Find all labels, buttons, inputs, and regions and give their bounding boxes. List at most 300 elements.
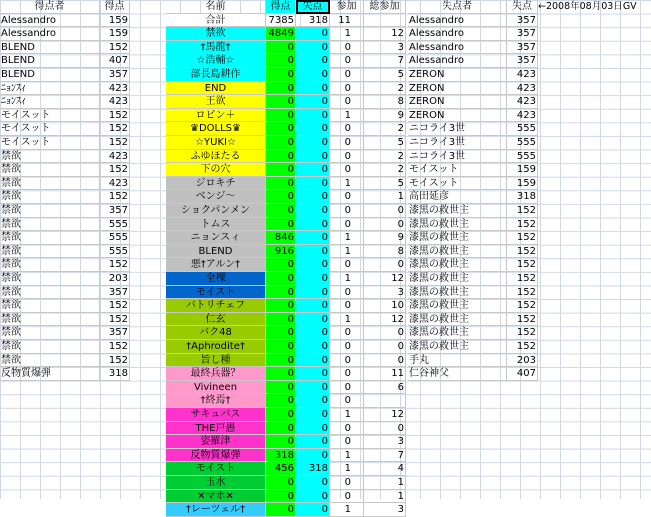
- participation-cell[interactable]: 1: [330, 177, 364, 191]
- score-cell[interactable]: 152: [100, 190, 130, 204]
- conceded-pts-cell[interactable]: 407: [507, 367, 538, 381]
- member-name-cell[interactable]: ニョンスィ: [166, 231, 266, 245]
- conceded-cell[interactable]: 0: [296, 218, 330, 232]
- points-cell[interactable]: 916: [266, 245, 296, 259]
- scorer-cell[interactable]: モイスット: [0, 122, 100, 136]
- conceded-cell[interactable]: 0: [296, 204, 330, 218]
- scorer-cell[interactable]: 反物質爆弾: [0, 367, 100, 381]
- member-name-cell[interactable]: END: [166, 82, 266, 96]
- score-cell[interactable]: 423: [100, 177, 130, 191]
- member-name-cell[interactable]: Vivineen: [166, 381, 266, 395]
- conceder-cell[interactable]: ZERON: [408, 82, 507, 96]
- points-cell[interactable]: 0: [266, 190, 296, 204]
- score-cell[interactable]: 357: [100, 204, 130, 218]
- points-cell[interactable]: 0: [266, 299, 296, 313]
- conceder-cell[interactable]: 漆黒の救世主: [408, 272, 507, 286]
- total-participation-cell[interactable]: 2: [364, 122, 406, 136]
- participation-cell[interactable]: 0: [330, 381, 364, 395]
- member-name-cell[interactable]: 合計: [166, 14, 266, 28]
- total-participation-cell[interactable]: 4: [364, 462, 406, 476]
- participation-cell[interactable]: 0: [330, 68, 364, 82]
- header-conceded-pts[interactable]: 失点: [507, 0, 538, 14]
- points-cell[interactable]: 0: [266, 490, 296, 504]
- total-participation-cell[interactable]: 10: [364, 299, 406, 313]
- participation-cell[interactable]: 0: [330, 286, 364, 300]
- points-cell[interactable]: 0: [266, 136, 296, 150]
- points-cell[interactable]: 0: [266, 95, 296, 109]
- member-name-cell[interactable]: モイスト: [166, 462, 266, 476]
- total-participation-cell[interactable]: 3: [364, 41, 406, 55]
- conceder-cell[interactable]: ニコライ3世: [408, 150, 507, 164]
- points-cell[interactable]: 0: [266, 218, 296, 232]
- conceded-pts-cell[interactable]: 152: [507, 286, 538, 300]
- member-name-cell[interactable]: 悪†アルン†: [166, 258, 266, 272]
- total-participation-cell[interactable]: 5: [364, 68, 406, 82]
- participation-cell[interactable]: 0: [330, 190, 364, 204]
- conceded-cell[interactable]: 0: [296, 408, 330, 422]
- conceder-cell[interactable]: ニコライ3世: [408, 122, 507, 136]
- scorer-cell[interactable]: 禁欲: [0, 218, 100, 232]
- member-name-cell[interactable]: ショクパンメン: [166, 204, 266, 218]
- conceded-pts-cell[interactable]: 357: [507, 41, 538, 55]
- conceder-cell[interactable]: 漆黒の救世主: [408, 204, 507, 218]
- participation-cell[interactable]: 0: [330, 299, 364, 313]
- conceded-cell[interactable]: 0: [296, 150, 330, 164]
- conceder-cell[interactable]: ZERON: [408, 109, 507, 123]
- score-cell[interactable]: 203: [100, 272, 130, 286]
- total-participation-cell[interactable]: 5: [364, 136, 406, 150]
- member-name-cell[interactable]: 全裸: [166, 272, 266, 286]
- participation-cell[interactable]: 1: [330, 272, 364, 286]
- points-cell[interactable]: 0: [266, 150, 296, 164]
- total-participation-cell[interactable]: 12: [364, 272, 406, 286]
- score-cell[interactable]: 152: [100, 340, 130, 354]
- score-cell[interactable]: 423: [100, 150, 130, 164]
- conceder-cell[interactable]: 漆黒の救世主: [408, 231, 507, 245]
- conceded-pts-cell[interactable]: 152: [507, 299, 538, 313]
- total-participation-cell[interactable]: 0: [364, 326, 406, 340]
- participation-cell[interactable]: 1: [330, 109, 364, 123]
- conceded-pts-cell[interactable]: 159: [507, 177, 538, 191]
- total-participation-cell[interactable]: 2: [364, 163, 406, 177]
- conceded-cell[interactable]: 0: [296, 82, 330, 96]
- points-cell[interactable]: 0: [266, 109, 296, 123]
- header-points[interactable]: 得点: [266, 0, 296, 14]
- header-total-participation[interactable]: 総参加: [364, 0, 406, 14]
- score-cell[interactable]: 152: [100, 299, 130, 313]
- participation-cell[interactable]: 0: [330, 435, 364, 449]
- score-cell[interactable]: 152: [100, 354, 130, 368]
- conceder-cell[interactable]: 漆黒の救世主: [408, 299, 507, 313]
- total-participation-cell[interactable]: 0: [364, 354, 406, 368]
- total-participation-cell[interactable]: 0: [364, 204, 406, 218]
- scorer-cell[interactable]: 禁欲: [0, 190, 100, 204]
- participation-cell[interactable]: 0: [330, 218, 364, 232]
- points-cell[interactable]: 0: [266, 82, 296, 96]
- member-name-cell[interactable]: 旨し種: [166, 354, 266, 368]
- participation-cell[interactable]: 0: [330, 54, 364, 68]
- total-participation-cell[interactable]: 6: [364, 381, 406, 395]
- conceded-pts-cell[interactable]: 423: [507, 109, 538, 123]
- participation-cell[interactable]: 0: [330, 204, 364, 218]
- total-participation-cell[interactable]: 1: [364, 476, 406, 490]
- points-cell[interactable]: 0: [266, 326, 296, 340]
- conceded-pts-cell[interactable]: 423: [507, 95, 538, 109]
- participation-cell[interactable]: 1: [330, 408, 364, 422]
- member-name-cell[interactable]: トムス: [166, 218, 266, 232]
- participation-cell[interactable]: 0: [330, 476, 364, 490]
- conceder-cell[interactable]: Alessandro: [408, 41, 507, 55]
- header-participation[interactable]: 参加: [330, 0, 364, 14]
- scorer-cell[interactable]: 禁欲: [0, 150, 100, 164]
- score-cell[interactable]: 555: [100, 245, 130, 259]
- score-cell[interactable]: 152: [100, 109, 130, 123]
- conceded-cell[interactable]: 0: [296, 231, 330, 245]
- total-participation-cell[interactable]: 0: [364, 258, 406, 272]
- conceder-cell[interactable]: 漆黒の救世主: [408, 313, 507, 327]
- total-participation-cell[interactable]: 1: [364, 490, 406, 504]
- score-cell[interactable]: 152: [100, 313, 130, 327]
- conceded-cell[interactable]: 0: [296, 190, 330, 204]
- score-cell[interactable]: 159: [100, 27, 130, 41]
- scorer-cell[interactable]: モイスット: [0, 136, 100, 150]
- score-cell[interactable]: 152: [100, 122, 130, 136]
- participation-cell[interactable]: 0: [330, 394, 364, 408]
- scorer-cell[interactable]: 禁欲: [0, 163, 100, 177]
- member-name-cell[interactable]: †終焉†: [166, 394, 266, 408]
- scorer-cell[interactable]: BLEND: [0, 54, 100, 68]
- scorer-cell[interactable]: 禁欲: [0, 258, 100, 272]
- scorer-cell[interactable]: Alessandro: [0, 27, 100, 41]
- scorer-cell[interactable]: 禁欲: [0, 177, 100, 191]
- total-participation-cell[interactable]: 7: [364, 54, 406, 68]
- participation-cell[interactable]: 1: [330, 245, 364, 259]
- conceder-cell[interactable]: Alessandro: [408, 27, 507, 41]
- participation-cell[interactable]: 0: [330, 82, 364, 96]
- participation-cell[interactable]: 0: [330, 354, 364, 368]
- member-name-cell[interactable]: バク48: [166, 326, 266, 340]
- conceded-cell[interactable]: 0: [296, 381, 330, 395]
- points-cell[interactable]: 7385: [266, 14, 296, 28]
- score-cell[interactable]: 357: [100, 68, 130, 82]
- conceded-pts-cell[interactable]: 152: [507, 340, 538, 354]
- score-cell[interactable]: 407: [100, 54, 130, 68]
- scorer-cell[interactable]: 禁欲: [0, 272, 100, 286]
- total-participation-cell[interactable]: 3: [364, 503, 406, 517]
- conceder-cell[interactable]: モイスット: [408, 177, 507, 191]
- points-cell[interactable]: 0: [266, 272, 296, 286]
- points-cell[interactable]: 0: [266, 286, 296, 300]
- conceder-cell[interactable]: Alessandro: [408, 54, 507, 68]
- total-participation-cell[interactable]: 12: [364, 313, 406, 327]
- conceded-cell[interactable]: 0: [296, 177, 330, 191]
- points-cell[interactable]: 0: [266, 394, 296, 408]
- conceder-cell[interactable]: 漆黒の救世主: [408, 258, 507, 272]
- conceded-cell[interactable]: 318: [296, 462, 330, 476]
- points-cell[interactable]: 0: [266, 204, 296, 218]
- score-cell[interactable]: 318: [100, 367, 130, 381]
- scorer-cell[interactable]: 禁欲: [0, 354, 100, 368]
- member-name-cell[interactable]: ロビン＋: [166, 109, 266, 123]
- conceded-pts-cell[interactable]: 555: [507, 122, 538, 136]
- score-cell[interactable]: 152: [100, 163, 130, 177]
- member-name-cell[interactable]: モイスト: [166, 286, 266, 300]
- scorer-cell[interactable]: BLEND: [0, 41, 100, 55]
- participation-cell[interactable]: 1: [330, 503, 364, 517]
- score-cell[interactable]: 152: [100, 41, 130, 55]
- conceded-cell[interactable]: 0: [296, 163, 330, 177]
- participation-cell[interactable]: 0: [330, 326, 364, 340]
- conceder-cell[interactable]: 漆黒の救世主: [408, 326, 507, 340]
- conceded-cell[interactable]: 0: [296, 326, 330, 340]
- conceded-pts-cell[interactable]: 152: [507, 258, 538, 272]
- score-cell[interactable]: 159: [100, 14, 130, 28]
- participation-cell[interactable]: 1: [330, 231, 364, 245]
- header-conceder[interactable]: 失点者: [408, 0, 507, 14]
- points-cell[interactable]: 0: [266, 435, 296, 449]
- participation-cell[interactable]: 0: [330, 422, 364, 436]
- total-participation-cell[interactable]: 0: [364, 340, 406, 354]
- conceded-cell[interactable]: 0: [296, 27, 330, 41]
- member-name-cell[interactable]: 反物質爆弾: [166, 449, 266, 463]
- points-cell[interactable]: 0: [266, 177, 296, 191]
- conceded-cell[interactable]: 0: [296, 286, 330, 300]
- total-participation-cell[interactable]: 8: [364, 245, 406, 259]
- conceded-cell[interactable]: 0: [296, 490, 330, 504]
- conceded-cell[interactable]: 0: [296, 354, 330, 368]
- points-cell[interactable]: 4849: [266, 27, 296, 41]
- score-cell[interactable]: 357: [100, 326, 130, 340]
- score-cell[interactable]: 357: [100, 286, 130, 300]
- conceded-cell[interactable]: 0: [296, 54, 330, 68]
- header-scorer[interactable]: 得点者: [0, 0, 100, 14]
- conceder-cell[interactable]: 高田延彦: [408, 190, 507, 204]
- points-cell[interactable]: 0: [266, 163, 296, 177]
- scorer-cell[interactable]: 禁欲: [0, 299, 100, 313]
- member-name-cell[interactable]: 王欲: [166, 95, 266, 109]
- total-participation-cell[interactable]: 5: [364, 177, 406, 191]
- member-name-cell[interactable]: ジロキチ: [166, 177, 266, 191]
- header-score[interactable]: 得点: [100, 0, 130, 14]
- conceder-cell[interactable]: 漆黒の救世主: [408, 245, 507, 259]
- total-participation-cell[interactable]: [364, 14, 406, 28]
- conceded-pts-cell[interactable]: 152: [507, 313, 538, 327]
- participation-cell[interactable]: 1: [330, 313, 364, 327]
- conceded-pts-cell[interactable]: 357: [507, 54, 538, 68]
- conceded-cell[interactable]: 0: [296, 109, 330, 123]
- conceded-pts-cell[interactable]: 423: [507, 82, 538, 96]
- conceded-pts-cell[interactable]: 555: [507, 150, 538, 164]
- points-cell[interactable]: 0: [266, 340, 296, 354]
- conceded-pts-cell[interactable]: 423: [507, 68, 538, 82]
- participation-cell[interactable]: 1: [330, 27, 364, 41]
- member-name-cell[interactable]: THE戸愚: [166, 422, 266, 436]
- member-name-cell[interactable]: ☆浩輔☆: [166, 54, 266, 68]
- points-cell[interactable]: 0: [266, 122, 296, 136]
- member-name-cell[interactable]: サキュバス: [166, 408, 266, 422]
- total-participation-cell[interactable]: 8: [364, 95, 406, 109]
- points-cell[interactable]: 0: [266, 381, 296, 395]
- conceded-pts-cell[interactable]: 357: [507, 14, 538, 28]
- points-cell[interactable]: 318: [266, 449, 296, 463]
- conceded-pts-cell[interactable]: 152: [507, 231, 538, 245]
- conceded-cell[interactable]: 0: [296, 476, 330, 490]
- score-cell[interactable]: 423: [100, 95, 130, 109]
- scorer-cell[interactable]: 禁欲: [0, 313, 100, 327]
- participation-cell[interactable]: 0: [330, 95, 364, 109]
- total-participation-cell[interactable]: 9: [364, 109, 406, 123]
- member-name-cell[interactable]: 仁玄: [166, 313, 266, 327]
- conceded-pts-cell[interactable]: 555: [507, 136, 538, 150]
- total-participation-cell[interactable]: 1: [364, 190, 406, 204]
- points-cell[interactable]: 0: [266, 503, 296, 517]
- total-participation-cell[interactable]: 2: [364, 82, 406, 96]
- participation-cell[interactable]: 1: [330, 462, 364, 476]
- member-name-cell[interactable]: ♛DOLLS♛: [166, 122, 266, 136]
- points-cell[interactable]: 456: [266, 462, 296, 476]
- participation-cell[interactable]: 0: [330, 258, 364, 272]
- points-cell[interactable]: 0: [266, 258, 296, 272]
- member-name-cell[interactable]: 玉水: [166, 476, 266, 490]
- header-conceded[interactable]: 失点: [296, 0, 330, 14]
- conceded-pts-cell[interactable]: 152: [507, 204, 538, 218]
- participation-cell[interactable]: 0: [330, 136, 364, 150]
- conceded-cell[interactable]: 0: [296, 272, 330, 286]
- score-cell[interactable]: 555: [100, 231, 130, 245]
- conceder-cell[interactable]: 漆黒の救世主: [408, 218, 507, 232]
- scorer-cell[interactable]: 禁欲: [0, 326, 100, 340]
- member-name-cell[interactable]: ベンジ～: [166, 190, 266, 204]
- points-cell[interactable]: 0: [266, 422, 296, 436]
- points-cell[interactable]: 0: [266, 476, 296, 490]
- score-cell[interactable]: 152: [100, 258, 130, 272]
- conceded-pts-cell[interactable]: 152: [507, 272, 538, 286]
- scorer-cell[interactable]: ﾆｮﾝｽｨ: [0, 82, 100, 96]
- score-cell[interactable]: 152: [100, 136, 130, 150]
- header-name[interactable]: 名前: [166, 0, 266, 14]
- conceder-cell[interactable]: ニコライ3世: [408, 136, 507, 150]
- conceder-cell[interactable]: ZERON: [408, 68, 507, 82]
- points-cell[interactable]: 0: [266, 313, 296, 327]
- member-name-cell[interactable]: ☆YUKI☆: [166, 136, 266, 150]
- points-cell[interactable]: 0: [266, 367, 296, 381]
- participation-cell[interactable]: 0: [330, 150, 364, 164]
- participation-cell[interactable]: 1: [330, 449, 364, 463]
- score-cell[interactable]: 423: [100, 82, 130, 96]
- scorer-cell[interactable]: 禁欲: [0, 231, 100, 245]
- score-cell[interactable]: 555: [100, 218, 130, 232]
- conceded-pts-cell[interactable]: 152: [507, 245, 538, 259]
- member-name-cell[interactable]: †Aphrodite†: [166, 340, 266, 354]
- conceder-cell[interactable]: モイスット: [408, 163, 507, 177]
- conceded-cell[interactable]: 0: [296, 449, 330, 463]
- member-name-cell[interactable]: †レーツェル†: [166, 503, 266, 517]
- points-cell[interactable]: 846: [266, 231, 296, 245]
- conceded-cell[interactable]: 0: [296, 95, 330, 109]
- conceded-cell[interactable]: 0: [296, 435, 330, 449]
- participation-cell[interactable]: 0: [330, 490, 364, 504]
- total-participation-cell[interactable]: 12: [364, 408, 406, 422]
- member-name-cell[interactable]: 下の穴: [166, 163, 266, 177]
- total-participation-cell[interactable]: [364, 394, 406, 408]
- total-participation-cell[interactable]: 9: [364, 231, 406, 245]
- member-name-cell[interactable]: ✕マホ✕: [166, 490, 266, 504]
- total-participation-cell[interactable]: 2: [364, 150, 406, 164]
- participation-cell[interactable]: 0: [330, 163, 364, 177]
- conceded-cell[interactable]: 0: [296, 258, 330, 272]
- conceded-cell[interactable]: 0: [296, 68, 330, 82]
- participation-cell[interactable]: 0: [330, 340, 364, 354]
- total-participation-cell[interactable]: 12: [364, 27, 406, 41]
- participation-cell[interactable]: 11: [330, 14, 364, 28]
- total-participation-cell[interactable]: 0: [364, 218, 406, 232]
- total-participation-cell[interactable]: 3: [364, 286, 406, 300]
- points-cell[interactable]: 0: [266, 68, 296, 82]
- conceded-pts-cell[interactable]: 203: [507, 354, 538, 368]
- member-name-cell[interactable]: 姿羅津: [166, 435, 266, 449]
- scorer-cell[interactable]: モイスット: [0, 109, 100, 123]
- conceded-cell[interactable]: 0: [296, 503, 330, 517]
- scorer-cell[interactable]: 禁欲: [0, 340, 100, 354]
- conceded-pts-cell[interactable]: 159: [507, 163, 538, 177]
- points-cell[interactable]: 0: [266, 354, 296, 368]
- conceded-cell[interactable]: 0: [296, 299, 330, 313]
- conceded-cell[interactable]: 0: [296, 136, 330, 150]
- member-name-cell[interactable]: †馬龍†: [166, 41, 266, 55]
- participation-cell[interactable]: 0: [330, 367, 364, 381]
- conceded-cell[interactable]: 0: [296, 340, 330, 354]
- member-name-cell[interactable]: 禁欲: [166, 27, 266, 41]
- conceder-cell[interactable]: Alessandro: [408, 14, 507, 28]
- member-name-cell[interactable]: ふゆほたる: [166, 150, 266, 164]
- conceded-cell[interactable]: 0: [296, 422, 330, 436]
- conceder-cell[interactable]: ZERON: [408, 95, 507, 109]
- conceded-cell[interactable]: 0: [296, 394, 330, 408]
- conceded-pts-cell[interactable]: 357: [507, 27, 538, 41]
- conceded-cell[interactable]: 0: [296, 313, 330, 327]
- total-participation-cell[interactable]: 3: [364, 435, 406, 449]
- conceded-cell[interactable]: 0: [296, 245, 330, 259]
- conceded-pts-cell[interactable]: 152: [507, 218, 538, 232]
- conceded-pts-cell[interactable]: 152: [507, 326, 538, 340]
- participation-cell[interactable]: 0: [330, 122, 364, 136]
- member-name-cell[interactable]: 最終兵器？: [166, 367, 266, 381]
- conceder-cell[interactable]: 漆黒の救世主: [408, 340, 507, 354]
- scorer-cell[interactable]: Alessandro: [0, 14, 100, 28]
- scorer-cell[interactable]: 禁欲: [0, 245, 100, 259]
- member-name-cell[interactable]: BLEND: [166, 245, 266, 259]
- conceded-cell[interactable]: 0: [296, 41, 330, 55]
- member-name-cell[interactable]: バトリチェフ: [166, 299, 266, 313]
- conceded-cell[interactable]: 0: [296, 122, 330, 136]
- member-name-cell[interactable]: 部長島耕作: [166, 68, 266, 82]
- scorer-cell[interactable]: ﾆｮﾝｽｨ: [0, 95, 100, 109]
- conceded-pts-cell[interactable]: 318: [507, 190, 538, 204]
- conceder-cell[interactable]: 手丸: [408, 354, 507, 368]
- conceder-cell[interactable]: 漆黒の救世主: [408, 286, 507, 300]
- total-participation-cell[interactable]: 0: [364, 422, 406, 436]
- points-cell[interactable]: 0: [266, 54, 296, 68]
- conceder-cell[interactable]: 仁谷神父: [408, 367, 507, 381]
- conceded-cell[interactable]: 0: [296, 367, 330, 381]
- total-participation-cell[interactable]: 11: [364, 367, 406, 381]
- scorer-cell[interactable]: 禁欲: [0, 204, 100, 218]
- points-cell[interactable]: 0: [266, 41, 296, 55]
- points-cell[interactable]: 0: [266, 408, 296, 422]
- scorer-cell[interactable]: 禁欲: [0, 286, 100, 300]
- total-participation-cell[interactable]: 7: [364, 449, 406, 463]
- conceded-cell[interactable]: 318: [296, 14, 330, 28]
